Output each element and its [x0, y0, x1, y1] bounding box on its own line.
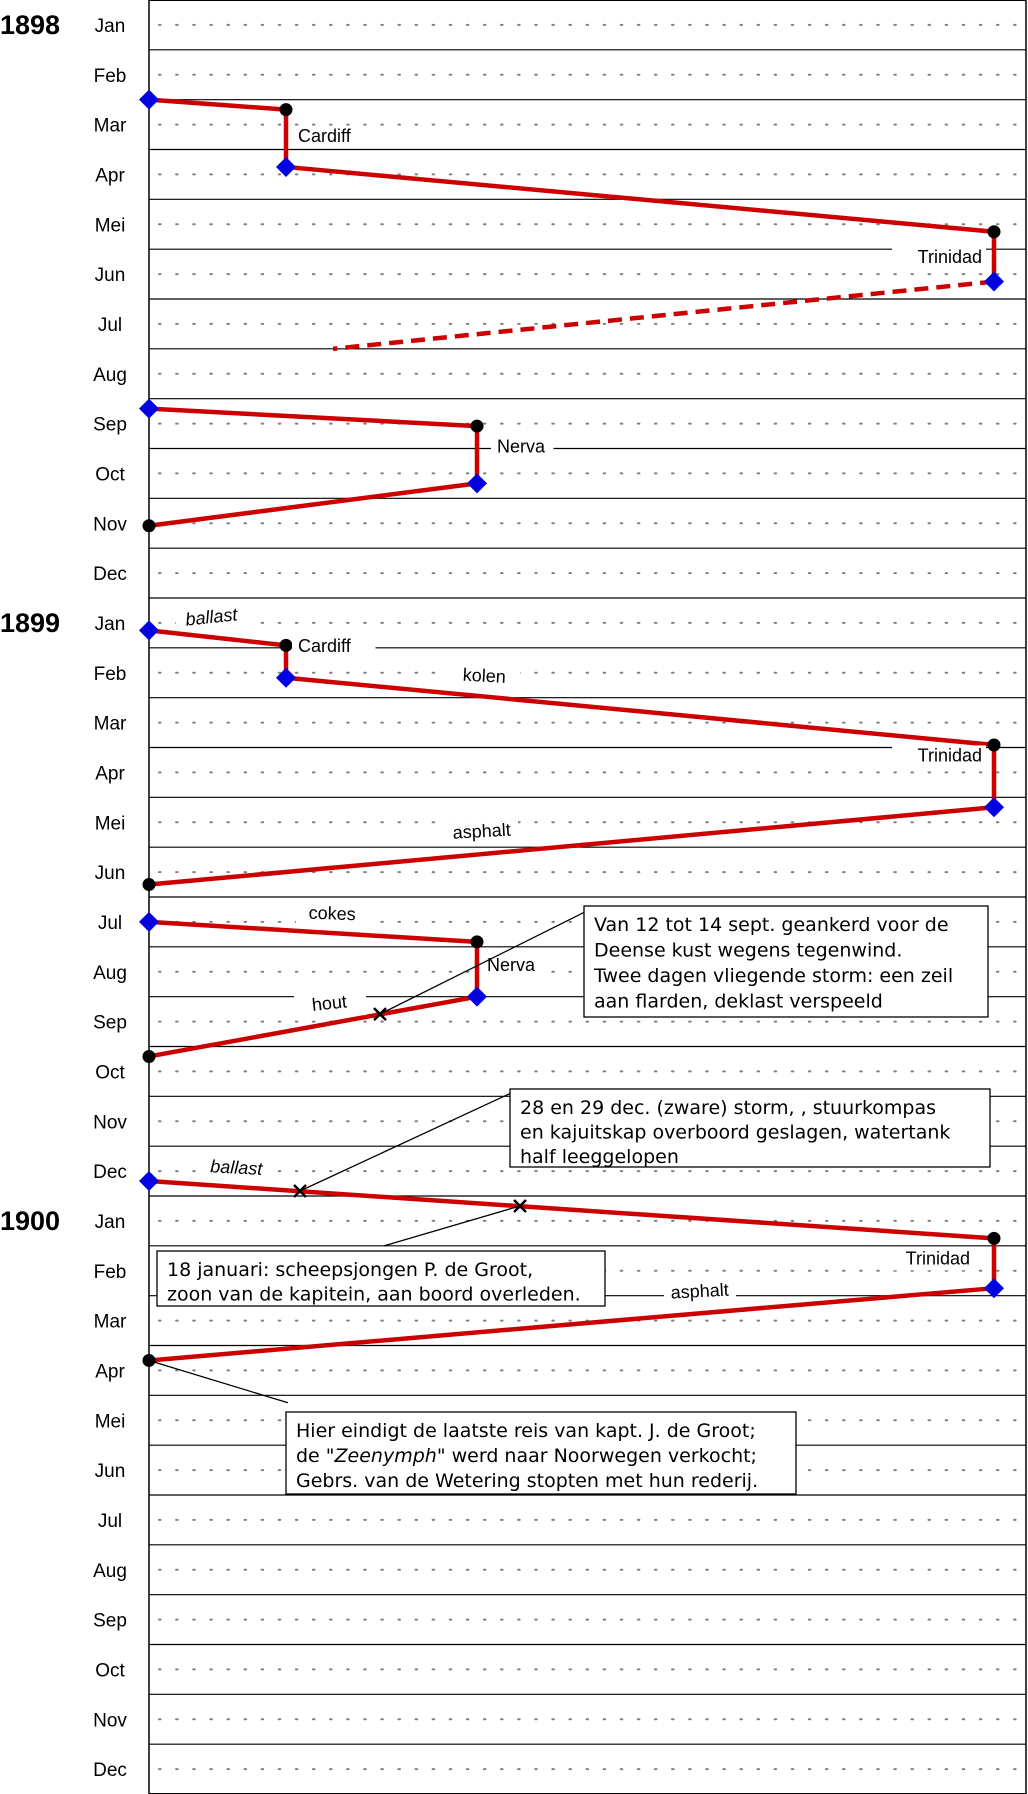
- arrival-dot: [280, 103, 293, 116]
- month-label: Feb: [93, 663, 127, 685]
- year-label: 1900: [0, 1205, 61, 1236]
- departure-diamond: [984, 272, 1004, 292]
- arrival-dot: [143, 519, 156, 532]
- month-label: Mar: [93, 1311, 127, 1333]
- route-segment: [149, 100, 286, 110]
- annotation-line: aan flarden, deklast verspeeld: [594, 990, 883, 1013]
- port-label: Cardiff: [298, 126, 351, 147]
- month-label: Nov: [93, 1112, 127, 1134]
- year-label: 1899: [0, 607, 61, 638]
- month-label: Jun: [94, 265, 126, 287]
- month-label: Feb: [93, 1261, 127, 1283]
- annotation-line: zoon van de kapitein, aan boord overleden.: [167, 1283, 581, 1306]
- month-label: Sep: [93, 1610, 127, 1632]
- annotations: [149, 906, 990, 1494]
- departure-diamond: [467, 987, 487, 1007]
- port-label: Trinidad: [905, 1248, 970, 1269]
- arrival-dot: [471, 935, 484, 948]
- route-segment: [149, 630, 286, 645]
- ship-name: Zeenymph: [334, 1445, 437, 1467]
- cargo-label: cokes: [308, 902, 357, 925]
- port-label: Cardiff: [298, 635, 351, 656]
- departure-diamond: [139, 90, 159, 110]
- annotation-line: [296, 1445, 757, 1467]
- leader-line: [149, 1360, 288, 1402]
- annotation-box: [157, 1251, 605, 1306]
- cargo-label: ballast: [184, 604, 239, 630]
- month-label: Jul: [97, 314, 123, 336]
- month-label: Oct: [95, 1660, 125, 1682]
- month-label: Aug: [93, 962, 127, 984]
- annotation-line: Van 12 tot 14 sept. geankerd voor de: [594, 914, 949, 936]
- month-label: Dec: [93, 564, 127, 586]
- port-label: Trinidad: [917, 247, 982, 268]
- arrival-dot: [988, 1232, 1001, 1245]
- month-label: Oct: [95, 464, 125, 486]
- arrival-dot: [143, 1050, 156, 1063]
- departure-diamond: [139, 1171, 159, 1191]
- month-label: Oct: [95, 1062, 125, 1084]
- leader-line: [300, 1089, 520, 1191]
- cargo-label: ballast: [209, 1156, 263, 1179]
- arrival-dot: [988, 739, 1001, 752]
- month-label: Nov: [93, 1710, 127, 1732]
- month-label: Jan: [94, 613, 126, 635]
- cargo-label: kolen: [462, 664, 507, 687]
- month-label: Apr: [95, 763, 125, 785]
- annotation-line: 28 en 29 dec. (zware) storm, , stuurkompas: [520, 1097, 937, 1119]
- month-label: Jan: [94, 15, 126, 37]
- month-label: Jul: [97, 912, 123, 934]
- route-segment: [149, 807, 994, 884]
- annotation-line: half leeggelopen: [520, 1146, 679, 1168]
- port-label: Nerva: [487, 954, 536, 975]
- annotation-line: en kajuitskap overboord geslagen, watertank: [520, 1121, 951, 1144]
- cargo-label: hout: [310, 991, 348, 1015]
- annotation-line: Hier eindigt de laatste reis van kapt. J. de Groot;: [296, 1420, 756, 1442]
- annotation-line: Twee dagen vliegende storm: een zeil: [594, 965, 954, 987]
- arrival-dot: [143, 878, 156, 891]
- port-label: Nerva: [497, 436, 546, 457]
- voyage-route: [139, 90, 1004, 1367]
- leader-line: [384, 1206, 520, 1246]
- route-segment: [333, 282, 994, 349]
- month-label: Mar: [93, 713, 127, 735]
- route-segment: [149, 1181, 994, 1238]
- annotation-line: Deense kust wegens tegenwind.: [594, 939, 903, 962]
- route-segment: [286, 678, 994, 745]
- annotation-span: " werd naar Noorwegen verkocht;: [436, 1445, 757, 1467]
- port-label: Trinidad: [917, 745, 982, 766]
- month-label: Jun: [94, 863, 126, 885]
- month-label: Mei: [94, 1411, 126, 1433]
- departure-diamond: [467, 473, 487, 493]
- arrival-dot: [280, 639, 293, 652]
- arrival-dot: [988, 225, 1001, 238]
- annotation-box: [510, 1089, 990, 1168]
- month-label: Jan: [94, 1211, 126, 1233]
- departure-diamond: [139, 912, 159, 932]
- month-label: Mar: [93, 115, 127, 137]
- annotation-line: 18 januari: scheepsjongen P. de Groot,: [167, 1259, 534, 1281]
- month-label: Aug: [93, 364, 127, 386]
- month-label: Dec: [93, 1162, 127, 1184]
- departure-diamond: [276, 668, 296, 688]
- calendar-labels: [0, 10, 127, 1781]
- month-label: Apr: [95, 1361, 125, 1383]
- month-label: Jul: [97, 1510, 123, 1532]
- month-label: Mei: [94, 813, 126, 835]
- annotation-box: [584, 906, 988, 1017]
- month-label: Nov: [93, 514, 127, 536]
- month-label: Apr: [95, 165, 125, 187]
- route-segment: [149, 483, 477, 525]
- month-label: Sep: [93, 1012, 127, 1034]
- departure-diamond: [139, 399, 159, 419]
- cargo-label: asphalt: [670, 1279, 730, 1303]
- departure-diamond: [139, 620, 159, 640]
- cargo-label: asphalt: [452, 819, 512, 843]
- month-label: Dec: [93, 1760, 127, 1782]
- annotation-span: de ": [296, 1445, 335, 1467]
- departure-diamond: [984, 797, 1004, 817]
- month-label: Jun: [94, 1461, 126, 1483]
- annotation-box: [286, 1412, 796, 1494]
- month-label: Sep: [93, 414, 127, 436]
- month-label: Aug: [93, 1560, 127, 1582]
- month-label: Feb: [93, 65, 127, 87]
- annotation-line: Gebrs. van de Wetering stopten met hun rederij.: [296, 1470, 759, 1492]
- year-label: 1898: [0, 9, 61, 40]
- month-label: Mei: [94, 215, 126, 237]
- arrival-dot: [471, 420, 484, 433]
